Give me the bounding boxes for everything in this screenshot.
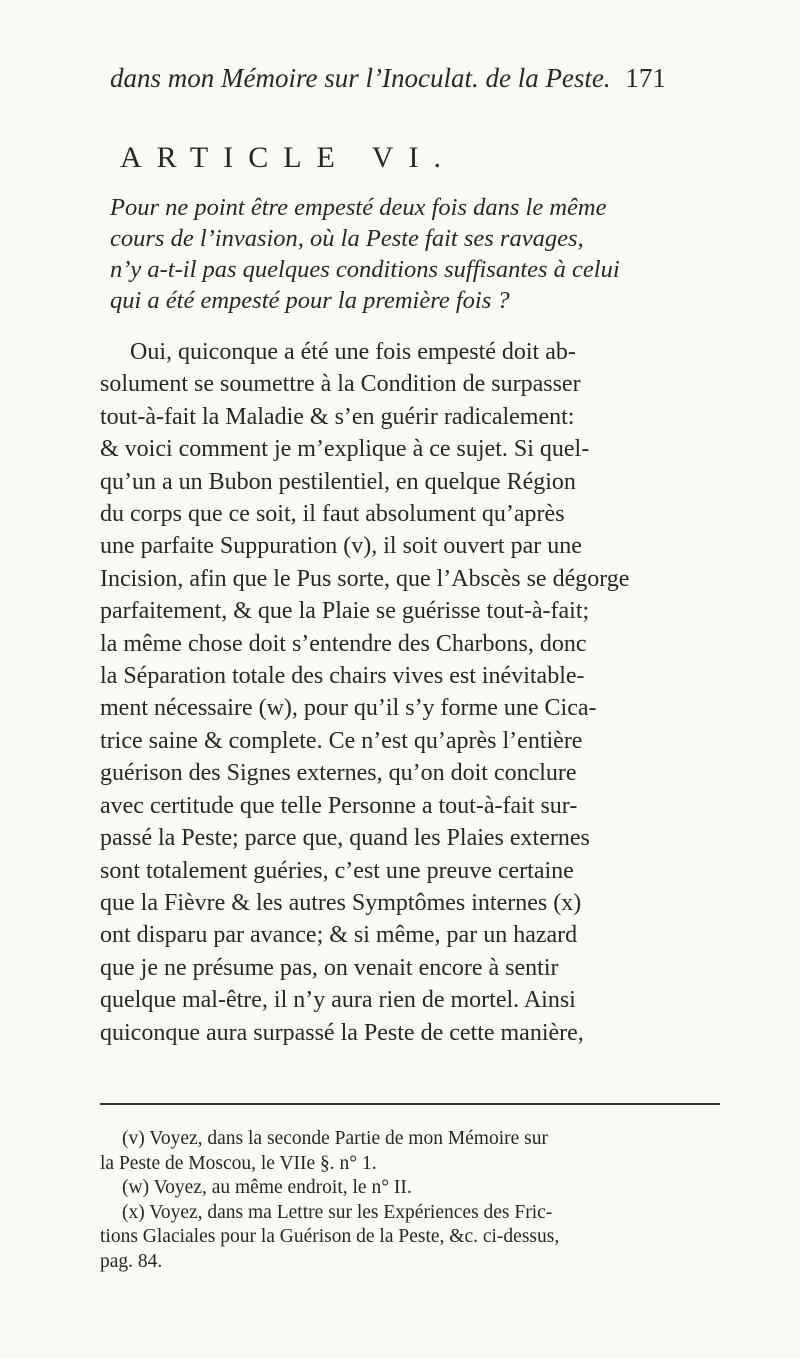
- body-line: Incision, afin que le Pus sorte, que l’Abscès se dégorge: [100, 565, 630, 592]
- body-line: du corps que ce soit, il faut absolument qu’après: [100, 501, 565, 528]
- footnote-line: la Peste de Moscou, le VIIe §. n° 1.: [100, 1152, 377, 1174]
- body-line: avec certitude que telle Personne a tout-à-fait sur-: [100, 792, 578, 819]
- footnote-line: (v) Voyez, dans la seconde Partie de mon Mémoire sur: [122, 1128, 549, 1149]
- body-line: ment nécessaire (w), pour qu’il s’y forme une Cica-: [100, 695, 597, 722]
- question-line: qui a été empesté pour la première fois ?: [110, 287, 510, 314]
- footnote-line: pag. 84.: [100, 1250, 163, 1272]
- body-line: quelque mal-être, il n’y aura rien de mortel. Ainsi: [100, 987, 576, 1014]
- question-line: Pour ne point être empesté deux fois dans le même: [110, 194, 607, 221]
- body-line: solument se soumettre à la Condition de surpasser: [100, 371, 581, 398]
- body-line: parfaitement, & que la Plaie se guérisse tout-à-fait;: [100, 598, 590, 625]
- question-line: n’y a-t-il pas quelques conditions suffisantes à celui: [110, 256, 620, 283]
- running-head: [110, 62, 710, 94]
- footnote-divider: [100, 1103, 720, 1105]
- question-line: cours de l’invasion, où la Peste fait ses ravages,: [110, 225, 584, 252]
- footnote-line: tions Glaciales pour la Guérison de la Peste, &c. ci-dessus,: [100, 1226, 560, 1248]
- body-line: que la Fièvre & les autres Symptômes internes (x): [100, 889, 582, 916]
- footnotes: [100, 1127, 720, 1275]
- running-head-title: dans mon Mémoire sur l’Inoculat. de la Peste.: [110, 63, 611, 93]
- body-line: ont disparu par avance; & si même, par un hazard: [100, 922, 578, 949]
- body-line: sont totalement guéries, c’est une preuve certaine: [100, 857, 574, 884]
- body-line: la Séparation totale des chairs vives est inévitable-: [100, 663, 585, 690]
- body-line: quiconque aura surpassé la Peste de cette manière,: [100, 1019, 584, 1046]
- body-line: & voici comment je m’explique à ce sujet. Si quel-: [100, 436, 590, 463]
- body-paragraph: [100, 336, 720, 1049]
- body-line: Oui, quiconque a été une fois empesté doit ab-: [130, 339, 576, 365]
- footnote-line: (w) Voyez, au même endroit, le n° II.: [122, 1177, 412, 1199]
- body-line: qu’un a un Bubon pestilentiel, en quelque Région: [100, 468, 576, 495]
- body-line: tout-à-fait la Maladie & s’en guérir radicalement:: [100, 403, 575, 430]
- body-line: la même chose doit s’entendre des Charbons, donc: [100, 630, 587, 657]
- question-paragraph: [110, 192, 710, 316]
- body-line: trice saine & complete. Ce n’est qu’après l’entière: [100, 727, 583, 754]
- article-heading: ARTICLE VI.: [120, 141, 456, 174]
- body-line: passé la Peste; parce que, quand les Plaies externes: [100, 825, 590, 852]
- body-line: guérison des Signes externes, qu’on doit conclure: [100, 760, 577, 787]
- page-number: 171: [625, 63, 666, 93]
- body-line: que je ne présume pas, on venait encore à sentir: [100, 954, 559, 981]
- body-line: une parfaite Suppuration (v), il soit ouvert par une: [100, 533, 582, 560]
- footnote-line: (x) Voyez, dans ma Lettre sur les Expériences des Fric-: [122, 1201, 553, 1223]
